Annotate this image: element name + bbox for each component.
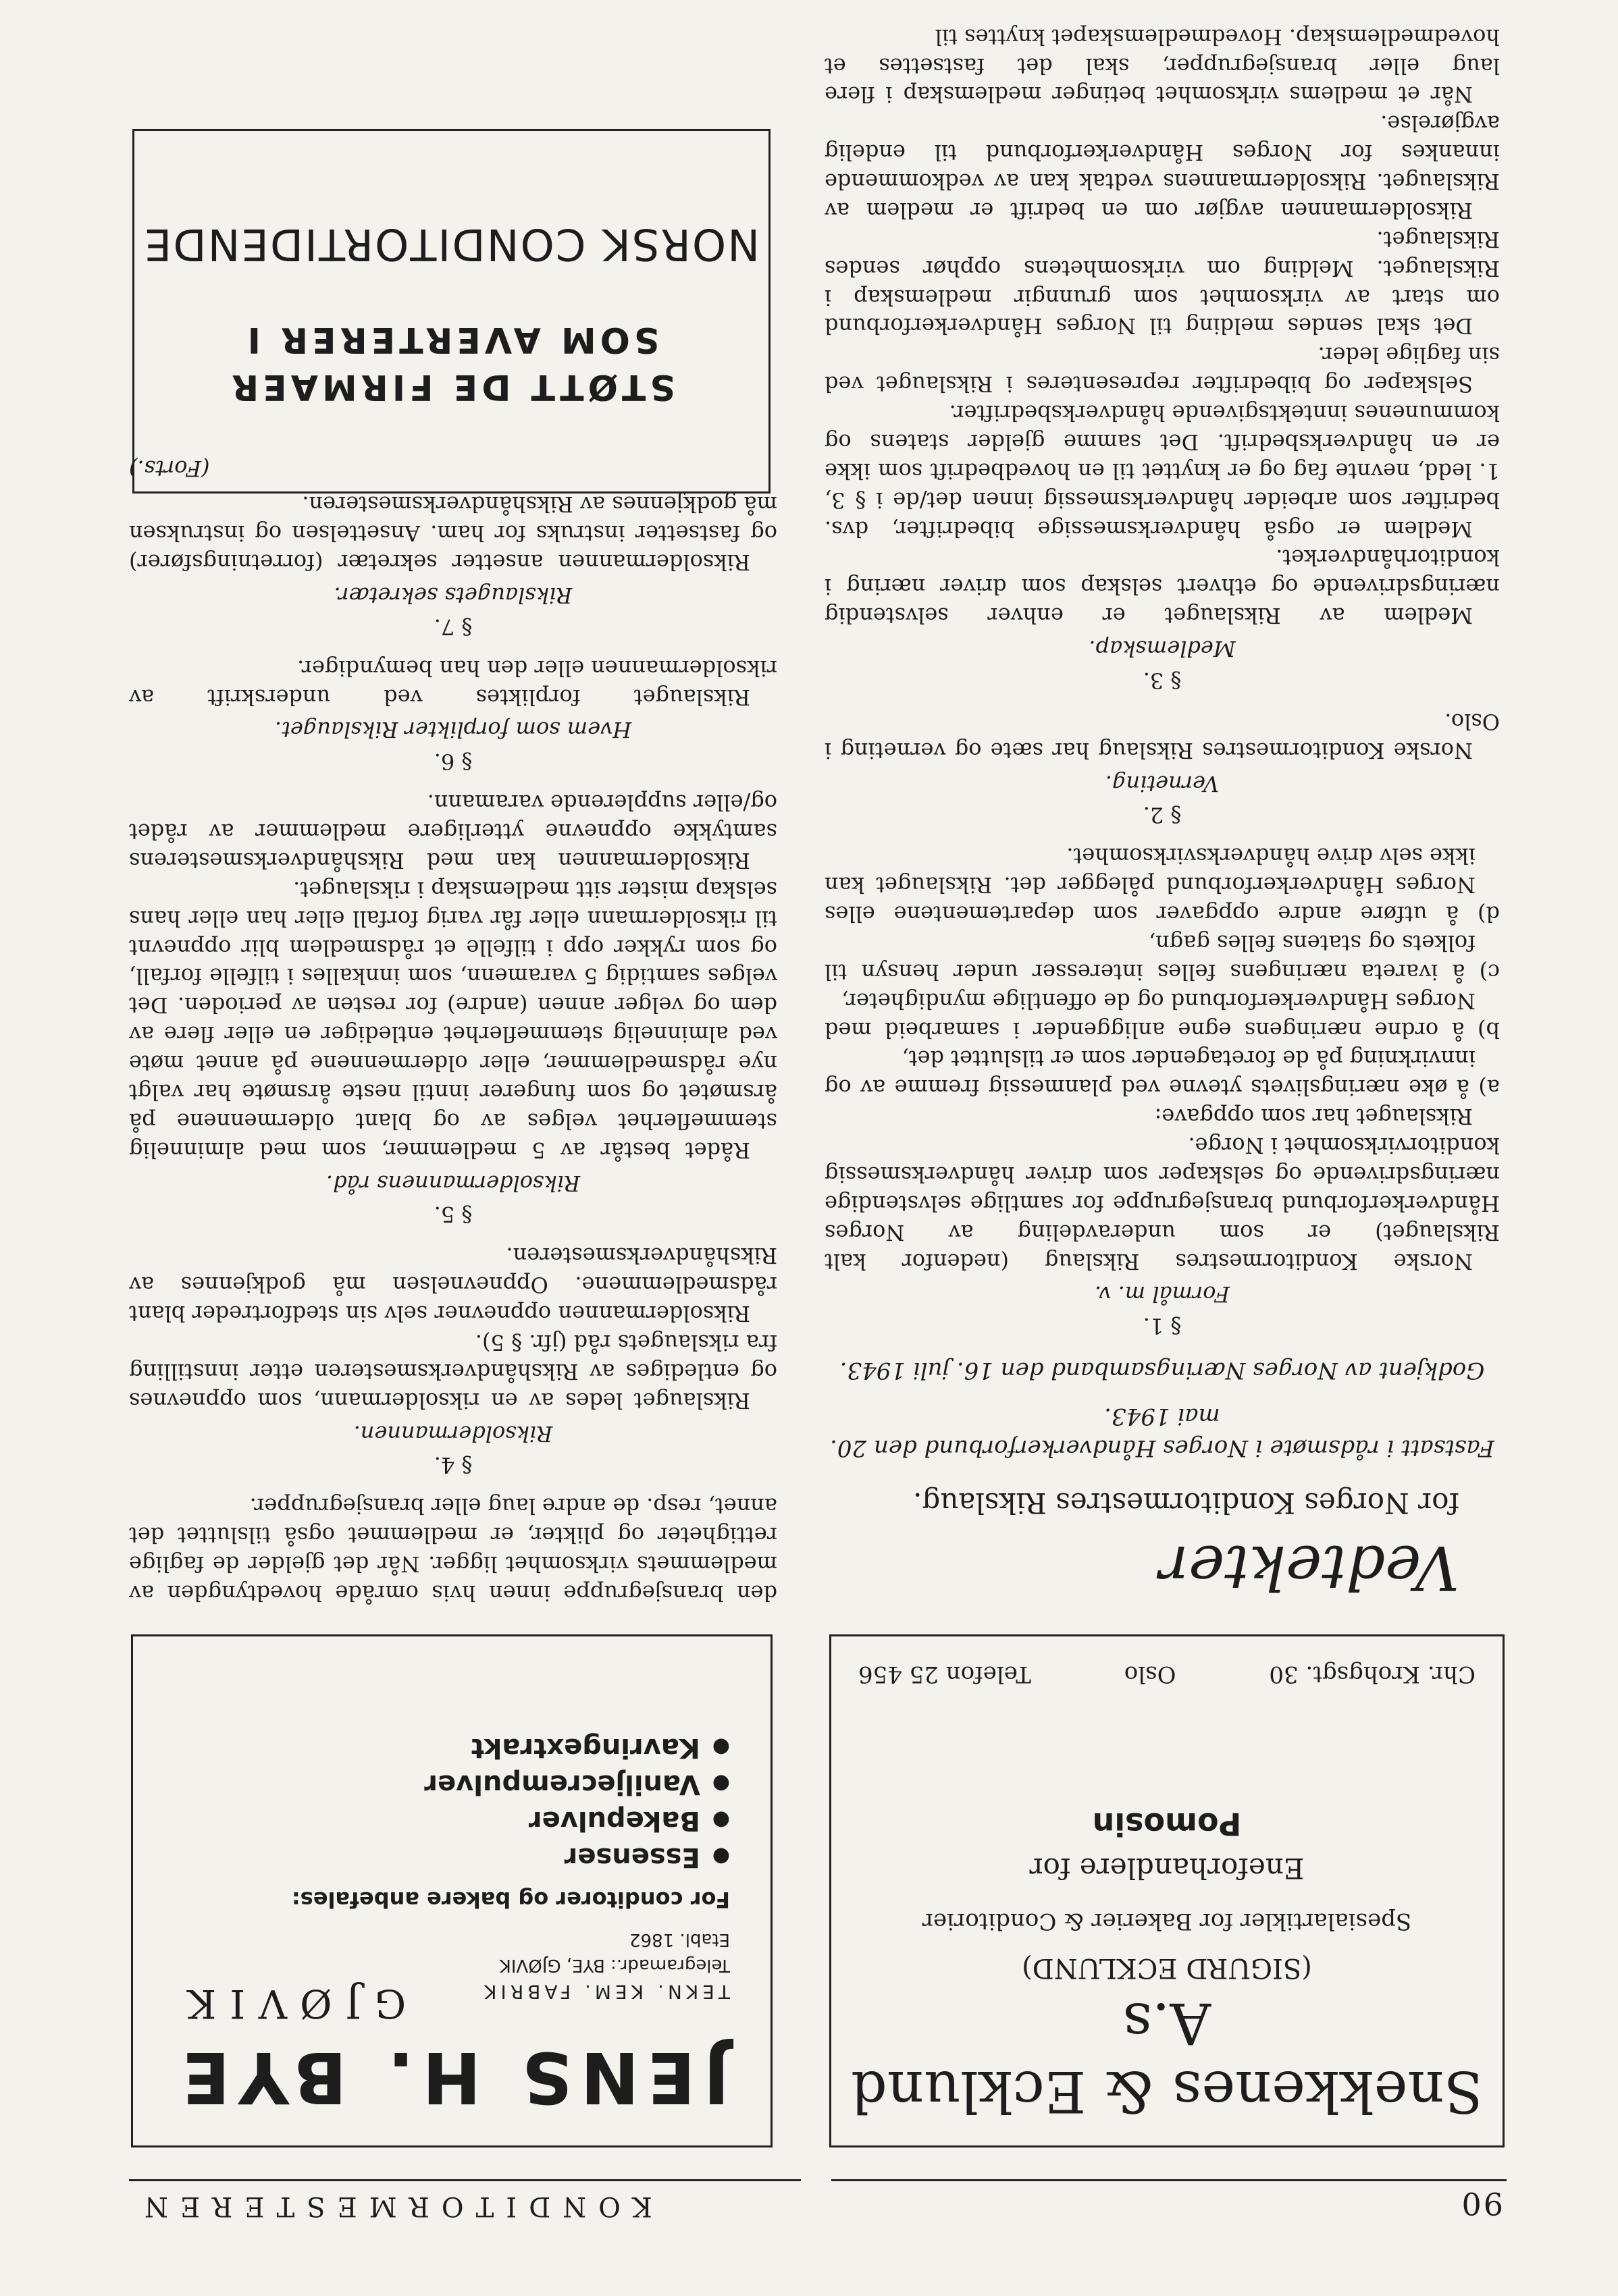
ad-bye-name: JENS H. BYE: [174, 2036, 730, 2118]
ad-dealer-line: Eneforhandlere for: [1029, 1852, 1305, 1886]
section-7: § 7.: [434, 614, 473, 640]
section-7-heading: Rikslaugets sekretær.: [334, 583, 573, 608]
section-3-heading: Medlemskap.: [1089, 636, 1236, 662]
section-4-heading: Riksoldermannen.: [353, 1420, 553, 1447]
list-item: ● Vaniljecrempulver: [174, 1766, 730, 1803]
document-subtitle: for Norges Konditormestres Rikslaug.: [913, 1487, 1459, 1520]
ad-support-line-1: STØTT DE FIRMAER: [228, 367, 675, 407]
article-column-right: [129, 454, 777, 1607]
section-1-d: d) å utføre andre oppgaver som departementene elles Norges Håndverkerforbund pålegger det. Rikslauget kan ikke selv drive håndverksvirksomhet.: [825, 843, 1500, 928]
article-column-left: [825, 22, 1500, 1607]
section-6-heading: Hvem som forplikter Rikslauget.: [274, 717, 632, 743]
section-6-p: Rikslauget forpliktes ved underskrift av riksoldermannen eller den han bemyndiger.: [129, 655, 777, 710]
section-1-b: b) å ordne næringens egne anliggender i samarbeid med Norges Håndverkerforbund og de offentlige myndigheter,: [825, 988, 1500, 1043]
section-4: § 4.: [434, 1452, 473, 1478]
section-2-heading: Verneting.: [1105, 770, 1220, 797]
section-7-p: Riksoldermannen ansetter sekretær (forretningsfører) og fastsetter instruks for ham. Ansettelsen og instruksen må godkjennes av Rikshåndverksmesteren.: [129, 491, 777, 576]
section-3-p5: Riksoldermannen avgjør om en bedrift er medlem av Rikslauget. Riksoldermannens vedtak kan av vedkommende innankes for Norges Håndverkerforbund til endelig avgjørelse.: [825, 111, 1500, 223]
section-3-p6: Når et medlems virksomhet betinger medlemskap i flere laug eller bransjegrupper, skal det fastsettes et hovedmedlemskap. Hovedmedlemskapet knyttes til: [825, 24, 1500, 108]
ad-bye-established: Etabl. 1862: [629, 1929, 730, 1950]
header-rule-right: [129, 2179, 801, 2181]
section-4-p1: Rikslauget ledes av en riksoldermann, som oppnevnes og entlediges av Rikshåndverksmesteren etter innstilling fra rikslaugets råd (jfr. § 5).: [129, 1330, 777, 1414]
header-rule-left: [831, 2179, 1507, 2181]
section-5: § 5.: [434, 1202, 473, 1228]
journal-title: KONDITORMESTEREN: [132, 2191, 652, 2222]
approval-1: Fastsatt i rådsmøte i Norges Håndverkerforbund den 20. mai 1943.: [830, 1402, 1494, 1462]
ad-bye-city: GJØVIK: [174, 1981, 407, 2027]
ad-specialty: Spesialartikler for Bakerier & Conditorier: [922, 1908, 1412, 1935]
ad-bye-row: [174, 1981, 730, 2027]
section-3-p3: Selskaper og bibedrifter representeres i Rikslauget ved sin faglige leder.: [825, 342, 1500, 398]
section-6: § 6.: [434, 749, 473, 775]
section-3: § 3.: [1143, 667, 1182, 693]
ad-bye-intro: For conditorer og bakere anbefales:: [291, 1887, 730, 1913]
section-1-heading: Formål m. v.: [1095, 1281, 1230, 1308]
continuation-paragraph: den bransjegruppe innen hvis område hovedtyngden av medlemmets virksomhet ligger. Når det gjelder de faglige rettigheter og plikter, er medlemmet også tilsluttet det annet, resp. de andre laug eller bransjegrupper.: [129, 1493, 777, 1606]
section-5-p2: Riksoldermannen kan med Rikshåndverksmesterens samtykke oppnevne ytterligere medlemmer av rådet og/eller supplerende varamann.: [129, 790, 777, 874]
document-title: Vedtekter: [1159, 1532, 1459, 1603]
ad-subname: (SIGURD ECKLUND): [1022, 1952, 1312, 1984]
ad-bye-products: [174, 1730, 730, 1875]
section-5-heading: Riksoldermannens råd.: [325, 1170, 581, 1196]
section-3-p2: Medlem er også håndverksmessige bibedrifter, dvs. bedrifter som arbeider håndverksmessig innen det/de i § 3, 1. ledd, nevnte fag og er knyttet til en hovedbedrift som ikke er en håndverksbedrift. Det samme gjelder statens og kommunenes inntektsgivende håndverksbedrifter.: [825, 400, 1500, 542]
ad-brand: Pomosin: [1092, 1806, 1242, 1843]
ad-bye-sub: TEKN. KEM. FABRIK: [480, 1981, 730, 2003]
ad-snekkenes-ecklund: [829, 1634, 1505, 2147]
section-1: § 1.: [1143, 1313, 1182, 1339]
ad-company-name: Snekkenes & Ecklund A.s: [850, 1990, 1484, 2125]
section-1-p1: Norske Konditormestres Rikslaug (nedenfor kalt Rikslauget) er som underavdeling av Norges Håndverkerforbund bransjegruppe for samtlige selvstendige næringsdrivende og selskaper som driver håndverksmessig konditorvirksomhet i Norge.: [825, 1133, 1500, 1275]
section-5-p1: Rådet består av 5 medlemmer, som med alminnelig stemmeflerhet velges av og blant oldermennene på årsmøtet og som fungerer inntil neste årsmøte har valgt nye rådsmedlemmer, eller oldermennene på annet møte ved alminnelig stemmeflerhet entlediger en eller flere av dem og velger annen (andre) for resten av perioden. Det velges samtidig 5 varamenn, som innkalles i tilfelle forfall, og som rykker opp i tilfelle et rådsmedlem blir oppnevnt til riksoldermann eller får varig forfall eller han eller hans selskap mister sitt medlemskap i rikslauget.: [129, 876, 777, 1163]
section-1-c: c) å ivareta næringens felles interesser under hensyn til folkets og statens felles gagn,: [825, 930, 1500, 985]
ad-support-line-2: SOM AVERTERER I: [243, 319, 660, 360]
list-item: ● Bakepulver: [174, 1803, 730, 1839]
section-1-p2: Rikslauget har som oppgave:: [1154, 1104, 1473, 1130]
ad-address-row: [858, 1661, 1476, 1688]
ad-support-advertisers: [132, 129, 771, 493]
ad-bye-telegram: Telegramadr.: BYE, GJØVIK: [499, 1955, 730, 1975]
list-item: ● Kavringextrakt: [174, 1730, 730, 1766]
page-header: [132, 2174, 1503, 2222]
section-3-p4: Det skal sendes melding til Norges Håndverkerforbund om start av virksomhet som grunngir medlemskap i Rikslauget. Melding om virksomhetens opphør sendes Rikslauget.: [825, 226, 1500, 340]
section-1-a: a) å øke næringslivets ytevne ved planmessig fremme av og innvirkning på de foretagender som er tilsluttet det,: [825, 1046, 1500, 1101]
ad-street: Chr. Krohgsgt. 30: [1269, 1661, 1476, 1688]
list-item: ● Essenser: [174, 1839, 730, 1875]
section-3-p1: Medlem av Rikslauget er enhver selvstendig næringsdrivende og ethvert selskap som driver næring i konditorhåndverket.: [825, 545, 1500, 629]
ad-support-line-3: NORSK CONDITORTIDENDE: [142, 218, 760, 269]
ad-jens-h-bye: [131, 1634, 773, 2147]
approval-2: Godkjent av Norges Næringsamband den 16. juli 1943.: [839, 1356, 1485, 1384]
section-4-p2: Riksoldermannen oppnevner selv sin stedfortreder blant rådsmedlemmene. Oppnevnelsen må godkjennes av Rikshåndverksmesteren.: [129, 1243, 777, 1327]
ad-phone: Telefon 25 456: [858, 1661, 1031, 1688]
ad-city: Oslo: [1124, 1661, 1176, 1688]
continued-marker: (Forts.): [129, 456, 210, 482]
page-number: 90: [1459, 2185, 1503, 2222]
section-2-p: Norske Konditormestres Rikslaug har sæte og verneting i Oslo.: [825, 708, 1500, 764]
section-2: § 2.: [1143, 802, 1182, 828]
